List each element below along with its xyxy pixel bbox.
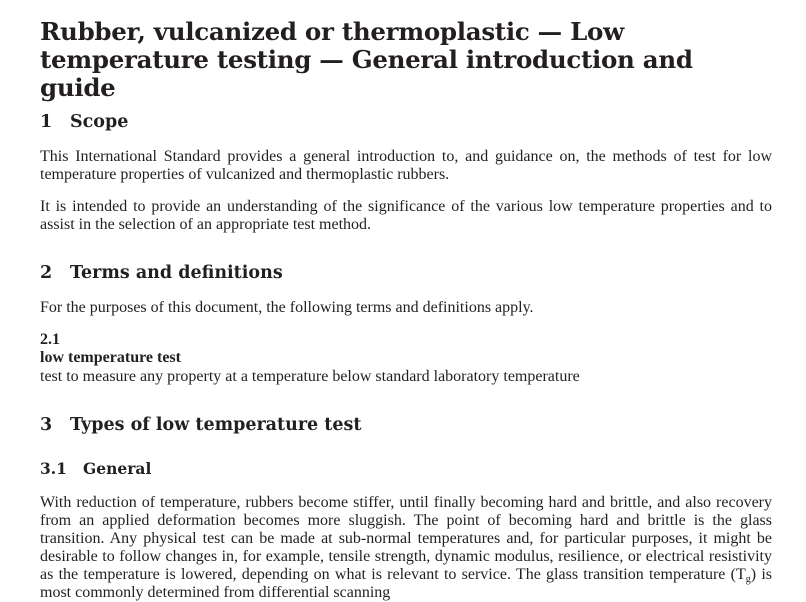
section-2-title: Terms and definitions <box>70 263 283 283</box>
section-3-heading <box>40 414 772 436</box>
scope-paragraph-2: It is intended to provide an understanding of the significance of the various low temperature properties and to assist in the selection of an appropriate test method. <box>40 198 772 233</box>
subsection-3-1-heading <box>40 459 772 479</box>
scope-paragraph-1: This International Standard provides a general introduction to, and guidance on, the methods of test for low temperature properties of vulcanized and thermoplastic rubbers. <box>40 148 772 183</box>
term-entry-definition: test to measure any property at a temperature below standard laboratory temperature <box>40 368 580 385</box>
glass-transition-subscript: g <box>745 574 751 585</box>
term-entry-number: 2.1 <box>40 331 60 348</box>
general-paragraph-tail: ) is most commonly determined from differential scanning <box>40 566 773 601</box>
document-title: Rubber, vulcanized or thermoplastic — Low temperature testing — General introduction and guide <box>40 17 693 102</box>
section-3-title: Types of low temperature test <box>70 415 362 435</box>
subsection-3-1-title: General <box>83 459 152 478</box>
subsection-3-1-number: 3.1 <box>40 459 67 478</box>
terms-intro: For the purposes of this document, the following terms and definitions apply. <box>40 299 534 316</box>
term-entry-name: low temperature test <box>40 349 181 366</box>
section-2-number: 2 <box>40 263 53 283</box>
general-paragraph-lead: With reduction of temperature, rubbers become stiffer, until finally becoming hard and brittle, and also recovery from an applied deformation becomes more sluggish. The point of becoming hard and brittle is the glass transition. Any physical test can be made at sub-normal temperatures and, for particular purposes, it might be desirable to follow changes in, for example, tensile strength, dynamic modulus, resilience, or electrical resistivity as the temperature is lowered, depending on what is relevant to service. The glass transition temperature (T <box>40 494 772 583</box>
section-1-number: 1 <box>40 112 53 132</box>
section-1-heading <box>40 111 772 133</box>
section-2-heading <box>40 262 772 284</box>
section-1-title: Scope <box>70 112 129 132</box>
section-3-number: 3 <box>40 415 53 435</box>
general-paragraph <box>40 494 772 602</box>
